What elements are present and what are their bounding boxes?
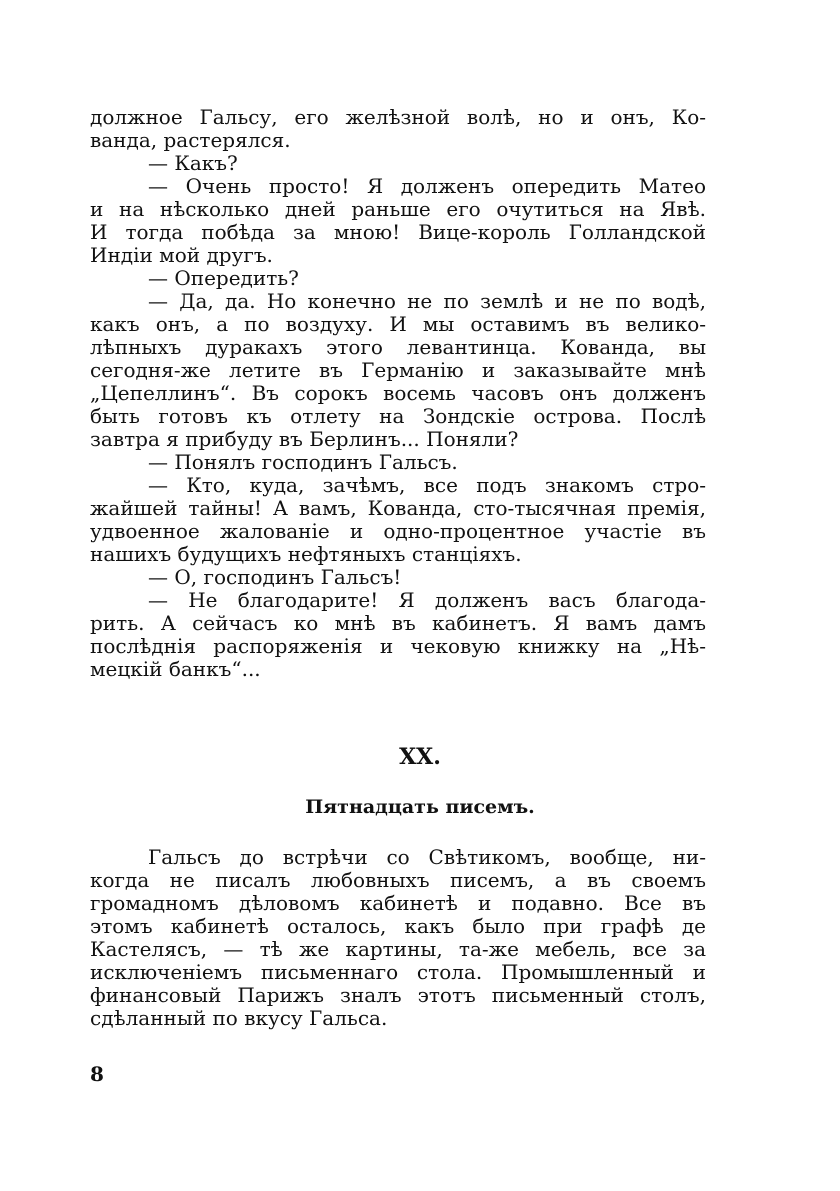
text-line: громадномъ дѣловомъ кабинетѣ и подавно. Все въ (90, 891, 706, 915)
text-line: „Цепеллинъ“. Въ сорокъ восемь часовъ онъ долженъ (90, 381, 706, 405)
text-line: — Опередить? (148, 266, 299, 290)
text-line: И тогда побѣда за мною! Вице-король Голландской (90, 220, 706, 244)
text-line: Индіи мой другъ. (90, 243, 273, 267)
text-line: когда не писалъ любовныхъ писемъ, а въ своемъ (90, 868, 706, 892)
text-line: сдѣланный по вкусу Гальса. (90, 1006, 388, 1030)
text-line: жайшей тайны! А вамъ, Кованда, сто-тысячная премія, (90, 496, 706, 520)
text-line: ванда, растерялся. (90, 128, 291, 152)
text-line: мецкій банкъ“... (90, 657, 261, 681)
text-line: Гальсъ до встрѣчи со Свѣтикомъ, вообще, ни- (148, 845, 706, 869)
text-line: — Не благодарите! Я долженъ васъ благода- (148, 588, 706, 612)
chapter-number: XX. (399, 744, 441, 770)
page-number: 8 (90, 1062, 104, 1086)
text-line: должное Гальсу, его желѣзной волѣ, но и онъ, Ко- (90, 105, 706, 129)
text-line: послѣднія распоряженія и чековую книжку на „Нѣ- (90, 634, 706, 658)
text-line: сегодня-же летите въ Германію и заказывайте мнѣ (90, 358, 706, 382)
text-line: — Какъ? (148, 151, 238, 175)
chapter-title: Пятнадцать писемъ. (305, 796, 535, 818)
text-line: удвоенное жалованіе и одно-процентное участіе въ (90, 519, 706, 543)
text-line: Кастелясъ, — тѣ же картины, та-же мебель, все за (90, 937, 706, 961)
text-line: — О, господинъ Гальсъ! (148, 565, 402, 589)
text-line: рить. А сейчасъ ко мнѣ въ кабинетъ. Я вамъ дамъ (90, 611, 706, 635)
text-line: быть готовъ къ отлету на Зондскіе острова. Послѣ (90, 404, 706, 428)
text-line: — Понялъ господинъ Гальсъ. (148, 450, 458, 474)
text-line: финансовый Парижъ зналъ этотъ письменный столъ, (90, 983, 706, 1007)
text-block-bottom (90, 846, 706, 1030)
text-line: — Очень просто! Я долженъ опередить Матео (148, 174, 706, 198)
text-block-top (90, 106, 706, 681)
text-line: исключеніемъ письменнаго стола. Промышленный и (90, 960, 706, 984)
text-line: лѣпныхъ дуракахъ этого левантинца. Кованда, вы (90, 335, 706, 359)
text-line: какъ онъ, а по воздуху. И мы оставимъ въ велико- (90, 312, 706, 336)
text-line: — Да, да. Но конечно не по землѣ и не по водѣ, (148, 289, 706, 313)
text-line: завтра я прибуду въ Берлинъ... Поняли? (90, 427, 519, 451)
text-line: нашихъ будущихъ нефтяныхъ станціяхъ. (90, 542, 522, 566)
text-line: этомъ кабинетѣ осталось, какъ было при графѣ де (90, 914, 706, 938)
text-line: и на нѣсколько дней раньше его очутиться на Явѣ. (90, 197, 706, 221)
text-line: — Кто, куда, зачѣмъ, все подъ знакомъ стро- (148, 473, 706, 497)
